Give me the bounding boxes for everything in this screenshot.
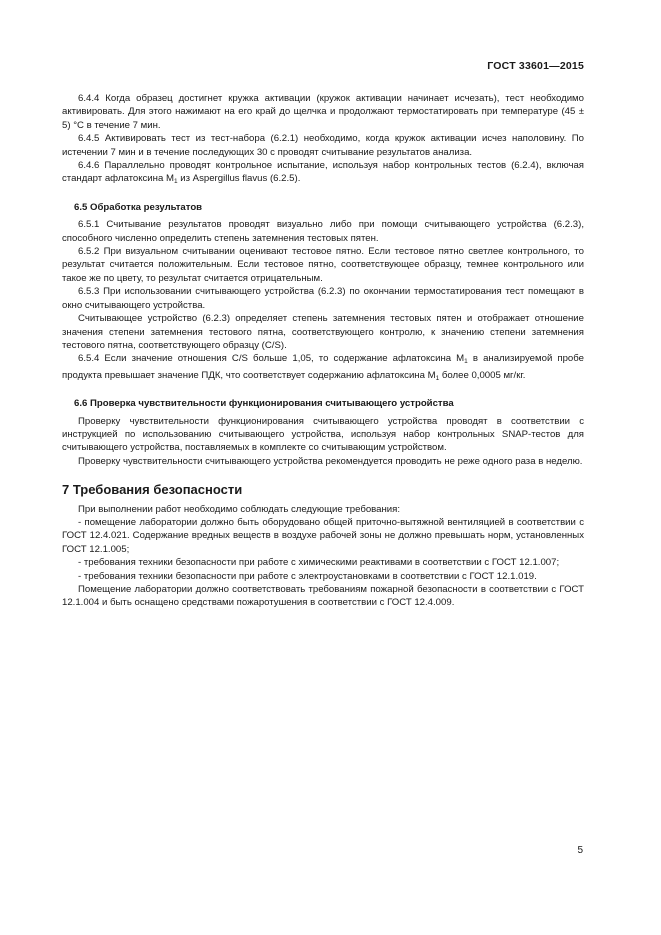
text-segment: более 0,0005 мг/кг. xyxy=(439,369,526,381)
paragraph-6-5-3-cont: Считывающее устройство (6.2.3) определяет степень затемнения тестовых пятен и отображает отношение значения степени затемнения тестового пятна, соответствующего контролю, к значению степени затемнения тестового пятна, соответствующего образцу (С/S). xyxy=(62,313,584,351)
subscript: 1 xyxy=(173,178,178,186)
paragraph-7-item-1: - помещение лаборатории должно быть оборудовано общей приточно-вытяжной вентиляцией в соответствии с ГОСТ 12.4.021. Содержание вредных веществ в воздухе рабочей зоны не должно превышать норм, установленных ГОСТ 12.1.005; xyxy=(62,516,584,555)
text-segment: в анализируемой пробе продукта превышает значение ПДК, что соответствует содержанию афлатоксина М xyxy=(62,353,584,381)
text-segment: 6.4.6 Параллельно проводят контрольное испытание, используя набор контрольных тестов (6.2.4), включая стандарт афлатоксина М xyxy=(62,160,584,185)
paragraph-7-item-3: - требования техники безопасности при работе с электроустановками в соответствии с ГОСТ 12.1.019. xyxy=(78,570,537,582)
page-number: 5 xyxy=(577,845,583,856)
paragraph-6-5-3: 6.5.3 При использовании считывающего устройства (6.2.3) по окончании термостатирования тест помещают в окно считывающего устройства. xyxy=(62,286,584,311)
section-heading-6-5: 6.5 Обработка результатов xyxy=(74,201,203,213)
document-header: ГОСТ 33601—2015 xyxy=(487,60,584,72)
paragraph-6-4-6 xyxy=(62,159,584,189)
paragraph-6-4-4: 6.4.4 Когда образец достигнет кружка активации (кружок активации начинает исчезать), тест необходимо активировать. Для этого нажимают на его край до щелчка и продолжают термостатировать при температуре (45 ± 5) °С в течение 7 мин. xyxy=(62,93,584,131)
document-body xyxy=(62,92,584,610)
paragraph-6-6-a: Проверку чувствительности функционирования считывающего устройства проводят в соответствии с инструкцией по использованию считывающего устройства, используя набор контрольных SNAP-тестов для считывающего устройства, поставляемых в комплекте со считывающим устройством. xyxy=(62,415,584,454)
subscript: 1 xyxy=(464,358,468,366)
text-segment: из Aspergillus flavus (6.2.5). xyxy=(177,173,301,185)
paragraph-6-4-5: 6.4.5 Активировать тест из тест-набора (6.2.1) необходимо, когда кружок активации исчез наполовину. По истечении 7 мин и в течение последующих 30 с проводят считывание результатов анализа. xyxy=(62,133,584,158)
paragraph-7-fire: Помещение лаборатории должно соответствовать требованиям пожарной безопасности в соответствии с ГОСТ 12.1.004 и быть оснащено средствами пожаротушения в соответствии с ГОСТ 12.4.009. xyxy=(62,584,584,609)
paragraph-7-intro: При выполнении работ необходимо соблюдать следующие требования: xyxy=(78,503,401,515)
paragraph-6-5-2: 6.5.2 При визуальном считывании оценивают тестовое пятно. Если тестовое пятно светлее контрольного, то результат считается положительным. Если тестовое пятно, соответствующее образцу, темнее контрольного или такое же по цвету, то результат считается отрицательным. xyxy=(62,246,584,284)
text-segment: 6.5.4 Если значение отношения C/S больше 1,05, то содержание афлатоксина М xyxy=(78,353,465,365)
paragraph-6-5-1: 6.5.1 Считывание результатов проводят визуально либо при помощи считывающего устройства (6.2.3), способного численно определить степень затемнения тестовых пятен. xyxy=(62,219,584,244)
subscript: 1 xyxy=(435,374,440,382)
paragraph-6-5-4 xyxy=(62,352,584,385)
paragraph-7-item-2: - требования техники безопасности при работе с химическими реактивами в соответствии с ГОСТ 12.1.007; xyxy=(78,557,560,569)
paragraph-6-6-b: Проверку чувствительности считывающего устройства рекомендуется проводить не реже одного раза в неделю. xyxy=(78,455,583,467)
section-heading-6-6: 6.6 Проверка чувствительности функционирования считывающего устройства xyxy=(74,398,454,410)
section-heading-7: 7 Требования безопасности xyxy=(62,482,243,498)
